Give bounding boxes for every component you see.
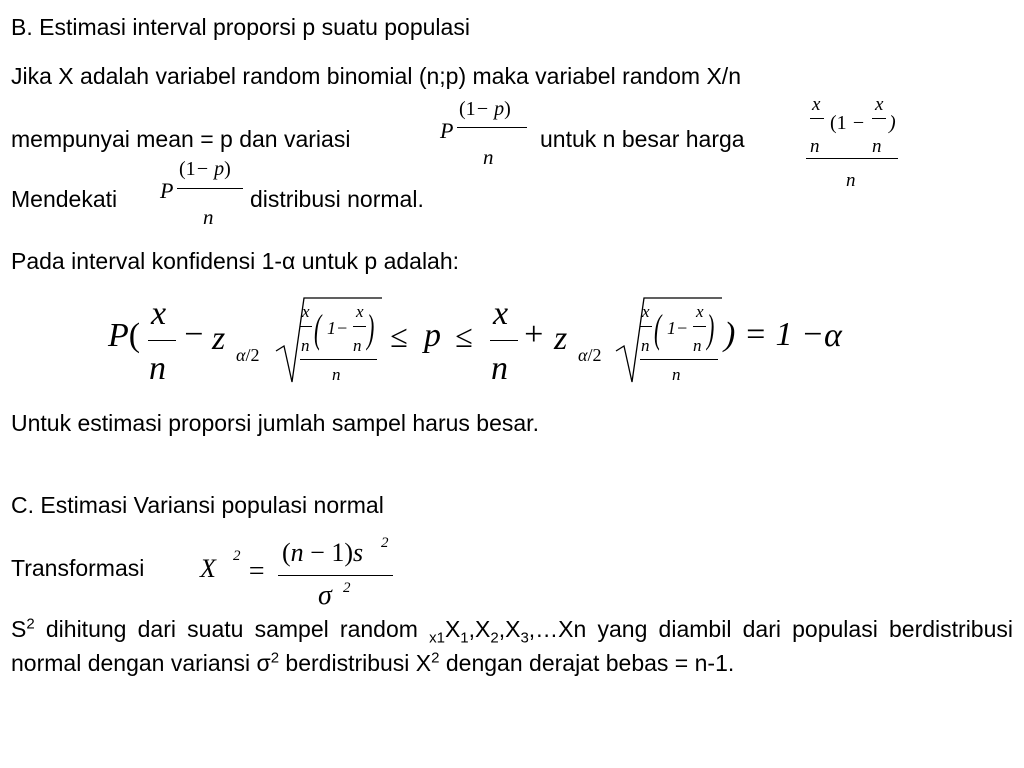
intro-line: Jika X adalah variabel random binomial (n;p) maka variabel random X/n bbox=[11, 63, 741, 89]
sample-distribution-paragraph: $S^2$ dihitung dari suatu sampel random $_{x1}X_1,X_2,X_3,\dots Xn$ yang diambil dari populasi berdistribusi normal dengan variansi $\sigma^2$ berdistribusi $X^2$ dengan derajat bebas = n-1. bbox=[11, 615, 1013, 676]
large-n-text: untuk n besar harga bbox=[540, 126, 745, 152]
mean-variance-text: mempunyai mean = p dan variasi bbox=[11, 126, 351, 152]
sample-size-text: Untuk estimasi proporsi jumlah sampel harus besar. bbox=[11, 410, 539, 436]
confidence-text: Pada interval konfidensi 1-α untuk p adalah: bbox=[11, 248, 460, 274]
approaches-text: Mendekati bbox=[11, 186, 118, 212]
transform-label: Transformasi bbox=[11, 555, 145, 581]
section-b-heading: B. Estimasi interval proporsi p suatu populasi bbox=[11, 14, 470, 40]
normal-distribution-text: distribusi normal. bbox=[250, 186, 424, 212]
section-c-heading: C. Estimasi Variansi populasi normal bbox=[11, 492, 384, 518]
